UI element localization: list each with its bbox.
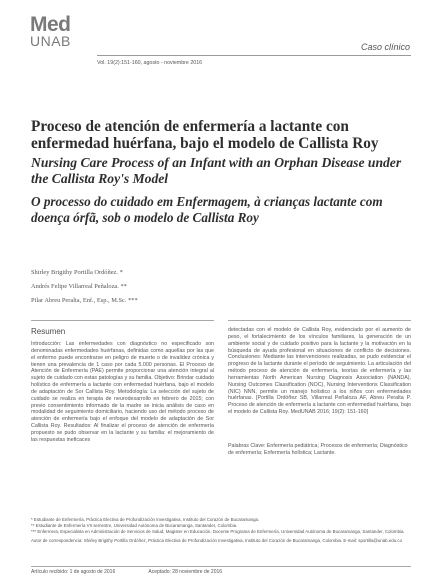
footnote-1: * Estudiante de Enfermería, Práctica Electiva de Profundización Investigativa, Instituto del Corazón de Bucaramanga.	[31, 517, 260, 522]
abstract-right-column	[228, 327, 411, 416]
footnote-2: ** Estudiante de Enfermería VII semestre, Universidad Autónoma de Bucaramanga, Santander, Colombia.	[31, 523, 238, 528]
footer-divider	[31, 566, 411, 567]
keywords: Palabras Clave: Enfermería pediátrica; Procesos de enfermería; Diagnóstico de enfermería; Enfermería holística; Lactante.	[228, 443, 408, 456]
corresponding-author: Autor de correspondencia: Shirley Brigithy Portilla Ordóñez, Práctica Electiva de Profundización Investigativa, Instituto del Corazón de Bucaramanga, Colombia. E-mail: sportilla@unab.edu.co	[31, 538, 403, 543]
right-column-rule	[228, 320, 411, 321]
logo-unab-text: UNAB	[30, 33, 71, 49]
abstract-left-column	[31, 341, 214, 444]
accepted-date: Aceptado: 28 noviembre de 2016	[148, 569, 223, 575]
volume-info: Vol. 19(2):151-160, agosto - noviembre 2016	[97, 60, 203, 66]
section-label: Caso clínico	[360, 42, 410, 52]
title-portuguese: O processo do cuidado em Enfermagem, à crianças lactante com doença órfã, sob o modelo de Callista Roy	[31, 194, 383, 225]
logo-med-text: Med	[30, 13, 71, 36]
journal-logo	[30, 14, 71, 48]
author-1: Shirley Brigithy Portilla Ordóñez. *	[31, 269, 123, 276]
author-3: Pilar Abreu Peralta, Enf., Esp., M.Sc. ***	[31, 297, 138, 304]
author-2: Andrés Felipe Villarreal Peñaloza. **	[31, 283, 127, 290]
title-english: Nursing Care Process of an Infant with an Orphan Disease under the Callista Roy's Model	[31, 155, 402, 186]
abstract-right-text: detectadas con el modelo de Callista Roy, evidenciado por el aumento de peso, el fortalecimiento de los vínculos familiares, la generación de un ambiente social y de cuidado positivo para la lactante y la motivación en la búsqueda de ayuda profesional en situaciones de conflicto de decisiones. Conclusiones: Mediante las intervenciones realizadas, se pudo evidenciar el progreso de la lactante durante el período de seguimiento. La articulación del método proceso de atención de enfermería, teorías de enfermería y las herramientas North American Nursing Diagnosis Association (NANDA), Nursing Outcomes Classification (NOC), Nursing Interventions Classification (NIC) NNN, permite un manejo holístico a los niños con enfermedades huérfanas. [Portilla Ordóñez SB, Villarreal Peñaloza AF, Abreu Peralta P. Proceso de atención de enfermería a lactante con enfermedad huérfana, bajo el modelo de Callista Roy. MedUNAB 2016; 19(2): 151-160]	[228, 327, 411, 416]
left-column-rule	[31, 320, 214, 321]
article-dates	[31, 569, 222, 575]
header-divider	[97, 55, 411, 56]
author-list	[31, 266, 138, 308]
title-spanish: Proceso de atención de enfermería a lactante con enfermedad huérfana, bajo el modelo de Callista Roy	[31, 118, 379, 152]
received-date: Artículo recibido: 1 de agosto de 2016	[31, 569, 116, 575]
footnote-3: *** Enfermera, Especialista en Administración de Servicios de Salud, Magister en Educación, Docente Programa de Enfermería, Universidad Autónoma de Bucaramanga, Santander, Colombia.	[31, 529, 405, 534]
footnotes	[31, 517, 416, 544]
abstract-left-text: Introducción: Las enfermedades con diagnóstico no especificado son denominadas enfermedades huérfanas, definidas como aquellas por las que el enfermo puede encontrarse en peligro de muerte o de invalidez crónica y tienen una prevalencia de 1 caso por cada 5.000 personas. El Proceso de Atención de Enfermería (PAE) permite proporcionar una atención integral al sujeto de cuidado con estas patologías y su familia. Objetivo: Brindar cuidado holístico de enfermería a lactante con enfermedad huérfana, bajo el modelo de adaptación de Sor Callista Roy. Metodología: La selección del sujeto de cuidado se realiza en terapia de neurodesarrollo en febrero de 2015; con previo consentimiento informado de la madre se inicia análisis de caso en modalidad de seguimiento domiciliario, haciendo uso del método proceso de atención de enfermería bajo el enfoque del modelo de adaptación de Sor Callista Roy. Resultados: Al finalizar el proceso de atención de enfermería propuesto se pudo observar en la lactante y su familia: el mejoramiento de las respuestas ineficaces	[31, 341, 214, 443]
abstract-heading: Resumen	[31, 327, 66, 336]
